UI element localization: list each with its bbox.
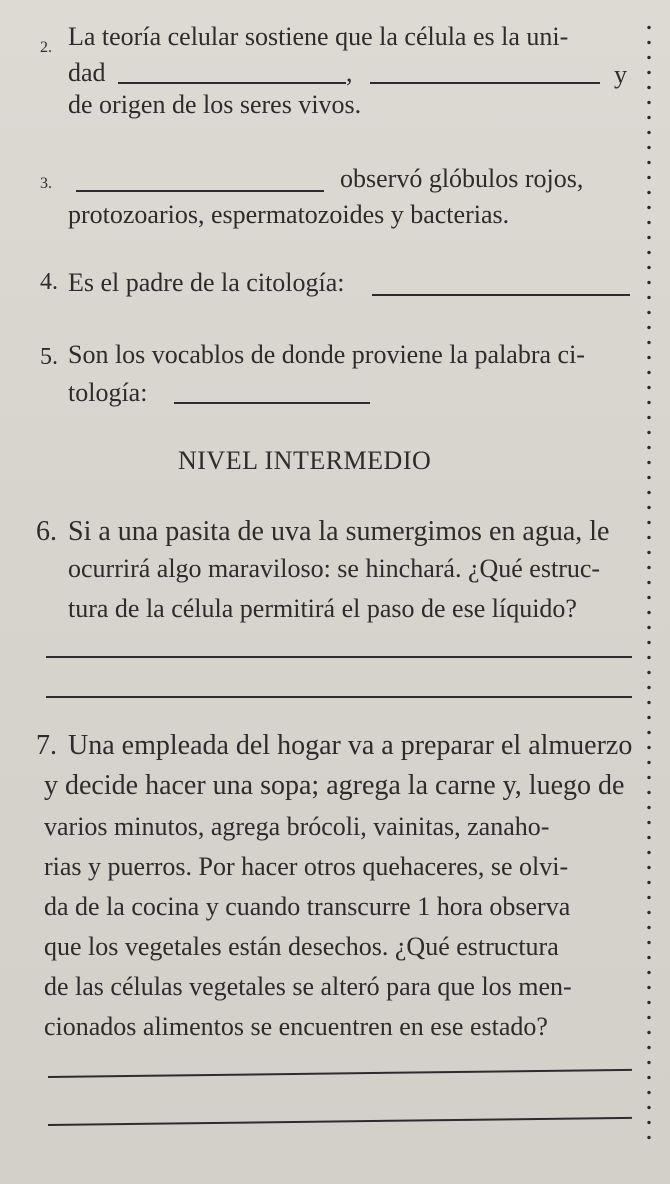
q5-number: 5. — [40, 344, 58, 370]
q2-blank-2[interactable] — [370, 82, 600, 84]
q7-line5: da de la cocina y cuando transcurre 1 hora observa — [44, 892, 571, 921]
section-heading: NIVEL INTERMEDIO — [178, 446, 432, 475]
q2-line2-start: dad — [68, 58, 106, 87]
q2-comma: , — [346, 58, 353, 87]
q3-number: 3. — [40, 175, 52, 192]
q2-conj: y — [614, 60, 627, 89]
q7-line8: cionados alimentos se encuentren en ese estado? — [44, 1012, 548, 1041]
q7-line7: de las células vegetales se alteró para que los men- — [44, 972, 572, 1001]
q5-line2: tología: — [68, 378, 148, 407]
q7-line2: y decide hacer una sopa; agrega la carne y, luego de — [44, 770, 625, 801]
q7-line4: rias y puerros. Por hacer otros quehaceres, se olvi- — [44, 852, 569, 881]
q2-line3: de origen de los seres vivos. — [68, 90, 362, 119]
q3-line2: protozoarios, espermatozoides y bacterias. — [68, 200, 510, 229]
q6-line1: Si a una pasita de uva la sumergimos en agua, le — [68, 516, 610, 547]
q6-answer-line-1[interactable] — [46, 656, 632, 658]
q7-number: 7. — [36, 730, 57, 761]
q7-line3: varios minutos, agrega brócoli, vainitas, zanaho- — [44, 812, 550, 841]
q4-text: Es el padre de la citología: — [68, 268, 345, 297]
perforation-dots — [646, 20, 652, 1140]
q4-number: 4. — [40, 269, 58, 295]
q7-line1: Una empleada del hogar va a preparar el almuerzo — [68, 730, 633, 761]
q6-line2: ocurrirá algo maraviloso: se hinchará. ¿Qué estruc- — [68, 554, 601, 583]
q5-line1: Son los vocablos de donde proviene la palabra ci- — [68, 340, 585, 369]
q7-line6: que los vegetales están desechos. ¿Qué estructura — [44, 932, 559, 961]
q3-blank[interactable] — [76, 190, 324, 192]
q3-text-right: observó glóbulos rojos, — [340, 164, 584, 193]
q2-number: 2. — [40, 39, 52, 56]
q6-answer-line-2[interactable] — [46, 696, 632, 698]
q7-answer-line-1[interactable] — [48, 1069, 632, 1078]
q2-line1: La teoría celular sostiene que la célula es la uni- — [68, 22, 569, 51]
q6-number: 6. — [36, 516, 57, 547]
q7-answer-line-2[interactable] — [48, 1117, 632, 1126]
q6-line3: tura de la célula permitirá el paso de ese líquido? — [68, 594, 577, 623]
q2-blank-1[interactable] — [118, 82, 346, 84]
q4-blank[interactable] — [372, 294, 630, 296]
q5-blank[interactable] — [174, 402, 370, 404]
